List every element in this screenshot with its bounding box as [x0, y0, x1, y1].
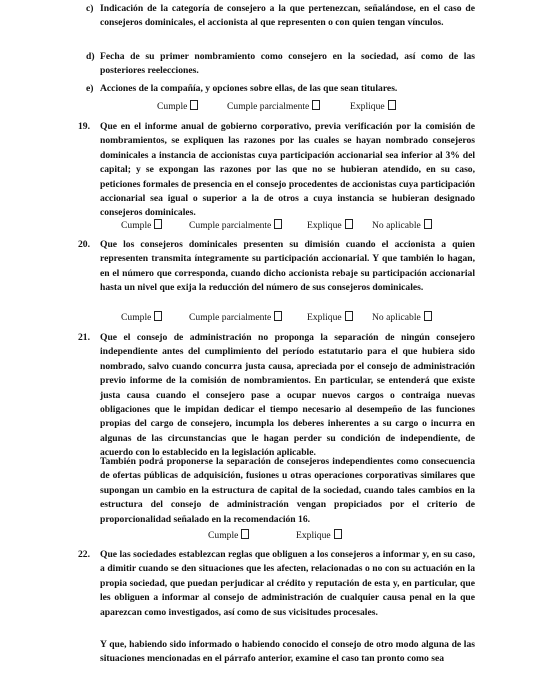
- cumple-parcialmente-checkbox[interactable]: [274, 311, 282, 321]
- option-explique: [296, 529, 342, 542]
- recommendation-22-paragraph-2: [100, 638, 475, 667]
- option-explique: [307, 311, 353, 324]
- option-explique: [350, 100, 396, 113]
- recommendation-19: [78, 120, 475, 221]
- option-label: Cumple parcialmente: [189, 312, 272, 323]
- no-aplicable-checkbox[interactable]: [424, 311, 432, 321]
- option-label: Cumple parcialmente: [227, 101, 310, 112]
- option-cumple-parcialmente: [189, 311, 282, 324]
- option-cumple-parcialmente: [189, 219, 282, 232]
- list-item-text: Fecha de su primer nombramiento como consejero en la sociedad, así como de las posteriores reelecciones.: [100, 51, 475, 77]
- option-label: Explique: [350, 101, 385, 112]
- cumple-checkbox[interactable]: [241, 529, 249, 539]
- list-item-text: Indicación de la categoría de consejero a la que pertenezcan, señalándose, en el caso de consejeros dominicales, el accionista al que representen o con quien tengan vínculos.: [100, 3, 475, 29]
- option-cumple: [121, 219, 162, 232]
- option-label: No aplicable: [372, 312, 421, 323]
- cumple-parcialmente-checkbox[interactable]: [312, 100, 320, 110]
- recommendation-text: También podrá proponerse la separación de consejeros independientes como consecuencia de ofertas públicas de adquisición, fusiones u otras operaciones corporativas similares que supongan un cambio en la estructura de capital de la sociedad, cuando tales cambios en la estructura del consejo de administración vengan propiciados por el criterio de proporcionalidad señalado en la recomendación 16.: [100, 456, 475, 525]
- recommendation-22: [78, 548, 475, 620]
- explique-checkbox[interactable]: [334, 529, 342, 539]
- cumple-checkbox[interactable]: [154, 311, 162, 321]
- option-cumple: [208, 529, 249, 542]
- recommendation-number: 20.: [78, 239, 90, 250]
- no-aplicable-checkbox[interactable]: [424, 219, 432, 229]
- recommendation-number: 22.: [78, 549, 90, 560]
- recommendation-21: [78, 331, 475, 461]
- cumple-checkbox[interactable]: [154, 219, 162, 229]
- option-no-aplicable: [372, 219, 432, 232]
- option-label: Explique: [296, 530, 331, 541]
- option-label: Cumple parcialmente: [189, 220, 272, 231]
- list-item-label: e): [86, 83, 94, 94]
- option-label: No aplicable: [372, 220, 421, 231]
- cumple-parcialmente-checkbox[interactable]: [274, 219, 282, 229]
- option-cumple-parcialmente: [227, 100, 320, 113]
- option-no-aplicable: [372, 311, 432, 324]
- option-label: Cumple: [121, 220, 152, 231]
- recommendation-text: Que los consejeros dominicales presenten su dimisión cuando el accionista a quien representen transmita íntegramente su participación accionarial. Y que también lo hagan, en el número que corresponda, cuando dicho accionista rebaje su participación accionarial hasta un nivel que exija la reducción del número de sus consejeros dominicales.: [100, 239, 475, 294]
- cumple-checkbox[interactable]: [190, 100, 198, 110]
- recommendation-text: Y que, habiendo sido informado o habiendo conocido el consejo de otro modo alguna de las situaciones mencionadas en el párrafo anterior, examine el caso tan pronto como sea: [100, 639, 475, 665]
- recommendation-text: Que el consejo de administración no proponga la separación de ningún consejero independiente antes del cumplimiento del período estatutario para el que hubiera sido nombrado, salvo cuando concurra justa causa, apreciada por el consejo de administración previo informe de la comisión de nombramientos. En particular, se entenderá que existe justa causa cuando el consejero pase a ocupar nuevos cargos o contraiga nuevas obligaciones que le impidan dedicar el tiempo necesario al desempeño de las funciones propias del cargo de consejero, incumpla los deberes inherentes a su cargo o incurra en algunas de las circunstancias que le hagan perder su condición de independiente, de acuerdo con lo establecido en la legislación aplicable.: [100, 332, 475, 459]
- explique-checkbox[interactable]: [388, 100, 396, 110]
- option-label: Cumple: [208, 530, 239, 541]
- list-item-e: [86, 82, 475, 96]
- explique-checkbox[interactable]: [345, 311, 353, 321]
- recommendation-text: Que las sociedades establezcan reglas que obliguen a los consejeros a informar y, en su caso, a dimitir cuando se den situaciones que les afecten, relacionadas o no con su actuación en la propia sociedad, que puedan perjudicar al crédito y reputación de esta y, en particular, que les obliguen a informar al consejo de administración de cualquier causa penal en la que aparezcan como investigados, así como de sus vicisitudes procesales.: [100, 549, 475, 618]
- option-label: Cumple: [121, 312, 152, 323]
- option-label: Explique: [307, 220, 342, 231]
- option-cumple: [121, 311, 162, 324]
- list-item-label: c): [86, 3, 94, 14]
- recommendation-21-paragraph-2: [100, 455, 475, 527]
- option-explique: [307, 219, 353, 232]
- recommendation-number: 19.: [78, 121, 90, 132]
- recommendation-number: 21.: [78, 332, 90, 343]
- list-item-d: [86, 50, 475, 79]
- recommendation-20: [78, 238, 475, 296]
- list-item-c: [86, 2, 475, 31]
- explique-checkbox[interactable]: [345, 219, 353, 229]
- option-label: Cumple: [157, 101, 188, 112]
- list-item-label: d): [86, 51, 95, 62]
- list-item-text: Acciones de la compañía, y opciones sobre ellas, de las que sean titulares.: [100, 83, 398, 94]
- option-cumple: [157, 100, 198, 113]
- option-label: Explique: [307, 312, 342, 323]
- recommendation-text: Que en el informe anual de gobierno corporativo, previa verificación por la comisión de nombramientos, se expliquen las razones por las cuales se hayan nombrado consejeros dominicales a instancia de accionistas cuya participación accionarial sea inferior al 3% del capital; y se expongan las razones por las que no se hubieran atendido, en su caso, peticiones formales de presencia en el consejo procedentes de accionistas cuya participación accionarial sea igual o superior a la de otros a cuya instancia se hubieran designado consejeros dominicales.: [100, 121, 475, 219]
